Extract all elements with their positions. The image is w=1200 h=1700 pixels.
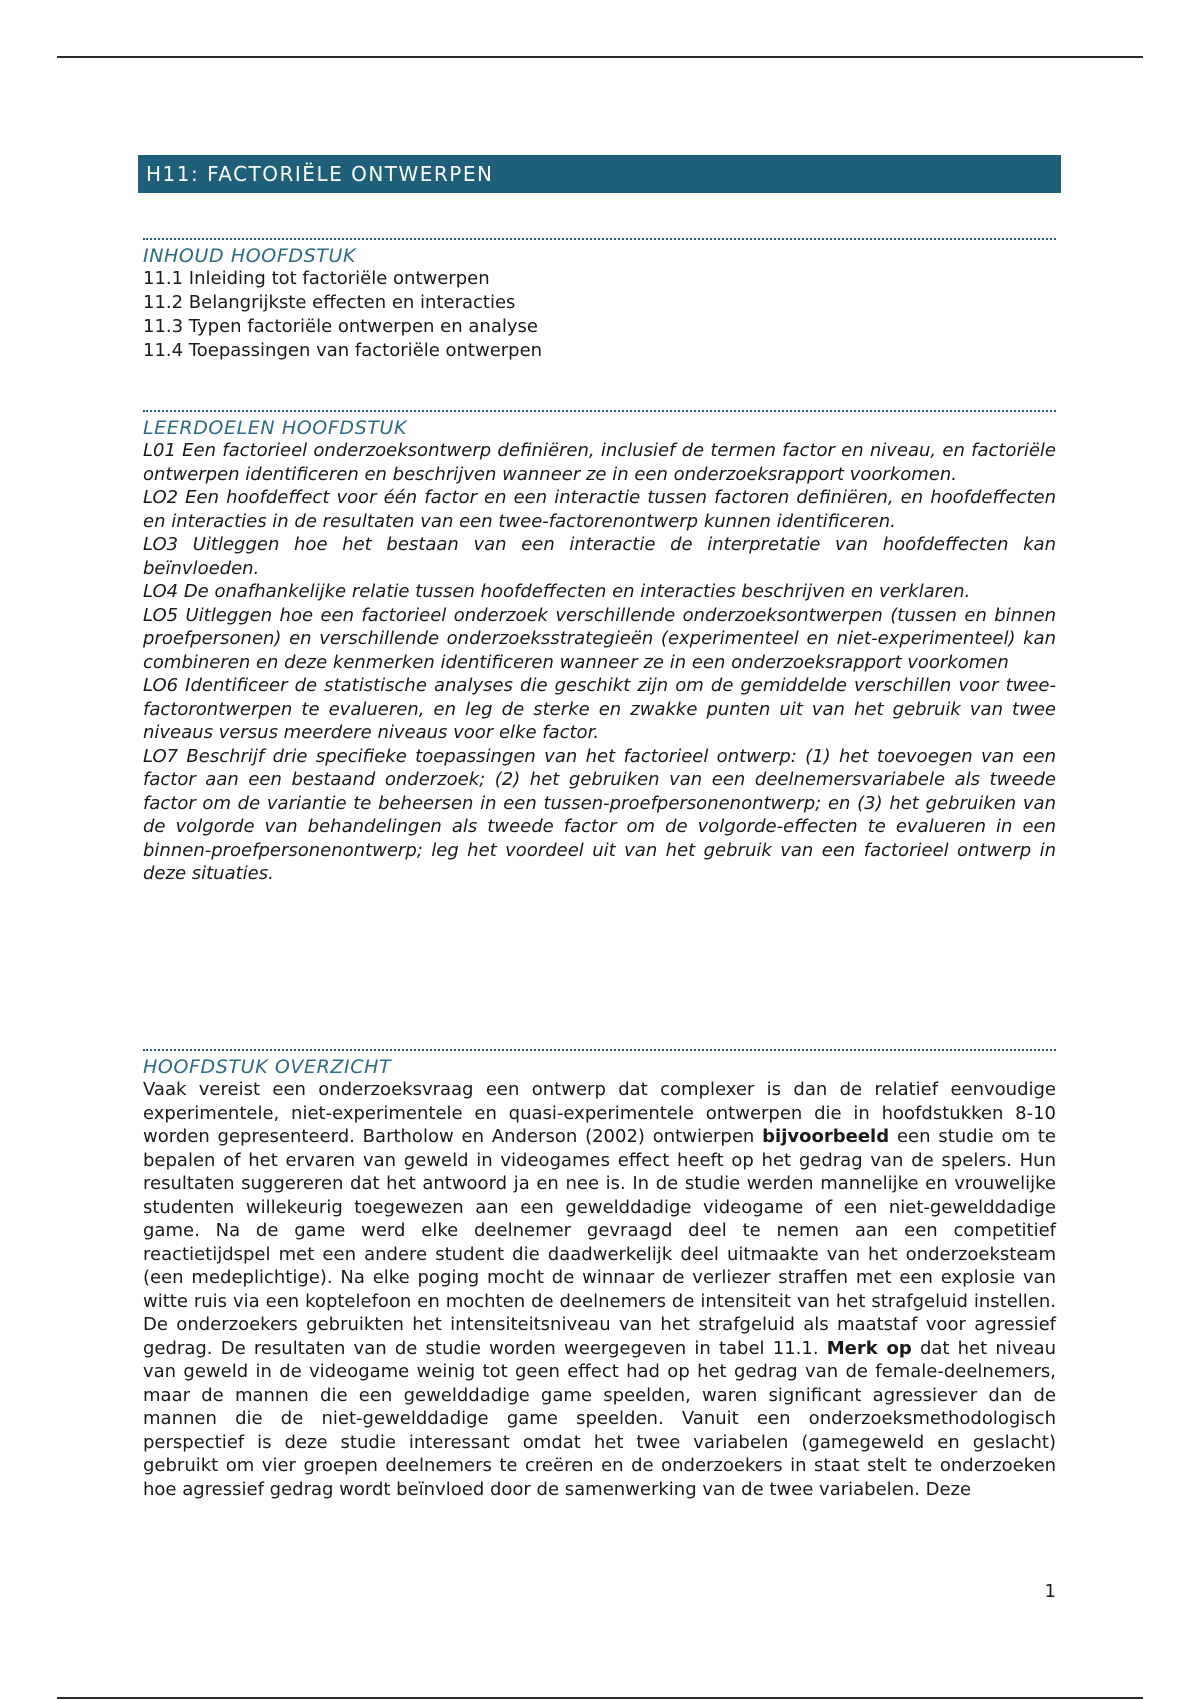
page-number: 1 [1044, 1581, 1056, 1602]
goals-list [143, 439, 1056, 886]
section-divider [143, 1049, 1056, 1051]
contents-item: 11.1 Inleiding tot factoriële ontwerpen [143, 268, 490, 289]
chapter-title: H11: FACTORIËLE ONTWERPEN [138, 155, 1061, 193]
overview-emphasis: bijvoorbeeld [762, 1126, 890, 1147]
contents-list [143, 267, 1056, 363]
overview-paragraph [143, 1078, 1056, 1501]
contents-heading: INHOUD HOOFDSTUK [143, 245, 357, 267]
section-divider [143, 238, 1056, 240]
goal-item: LO3 Uitleggen hoe het bestaan van een interactie de interpretatie van hoofdeffecten kan beïnvloeden. [143, 534, 1056, 579]
overview-text: Vaak vereist een onderzoeksvraag een ontwerp dat complexer is dan de relatief eenvoudige experimentele, niet-experimentele en quasi-experimentele ontwerpen die in hoofdstukken 8-10 worden gepresenteerd. Bartholow en Anderson (2002) ontwierpen [143, 1079, 1056, 1147]
overview-heading: HOOFDSTUK OVERZICHT [143, 1056, 392, 1078]
overview-section [143, 1049, 1056, 1501]
goal-item: L01 Een factorieel onderzoeksontwerp definiëren, inclusief de termen factor en niveau, en factoriële ontwerpen identificeren en beschrijven wanneer ze in een onderzoeksrapport voorkomen. [143, 440, 1056, 485]
section-divider [143, 410, 1056, 412]
overview-emphasis: Merk op [826, 1337, 912, 1359]
goals-heading: LEERDOELEN HOOFDSTUK [143, 417, 408, 439]
goals-section [143, 410, 1056, 886]
footer-rule [57, 1697, 1143, 1699]
overview-text: dat het niveau van geweld in de videogame weinig tot geen effect had op het gedrag van de female-deelnemers, maar de mannen die een gewelddadige game speelden, waren significant agressiever dan de mannen die de niet-gewelddadige game speelden. Vanuit een onderzoeksmethodologisch perspectief is deze studie interessant omdat het twee variabelen (gamegeweld en geslacht) gebruikt om vier groepen deelnemers te creëren en de onderzoekers in staat stelt te onderzoeken hoe agressief gedrag wordt beïnvloed door de samenwerking van de twee variabelen. Deze [143, 1337, 1056, 1500]
contents-section [143, 238, 1056, 363]
goal-item: LO5 Uitleggen hoe een factorieel onderzoek verschillende onderzoeksontwerpen (tussen en binnen proefpersonen) en verschillende onderzoeksstrategieën (experimenteel en niet-experimenteel) kan combineren en deze kenmerken identificeren wanneer ze in een onderzoeksrapport voorkomen [143, 604, 1056, 673]
contents-item: 11.2 Belangrijkste effecten en interacties [143, 292, 516, 313]
goal-item: LO7 Beschrijf drie specifieke toepassingen van het factorieel ontwerp: (1) het toevoegen van een factor aan een bestaand onderzoek; (2) het gebruiken van een deelnemersvariabele als tweede factor om de variantie te beheersen in een tussen-proefpersonenontwerp; en (3) het gebruiken van de volgorde van behandelingen als tweede factor om de volgorde-effecten te evalueren in een binnen-proefpersonenontwerp; leg het voordeel uit van het gebruik van een factorieel ontwerp in deze situaties. [143, 745, 1056, 884]
contents-item: 11.4 Toepassingen van factoriële ontwerpen [143, 340, 543, 361]
overview-text: een studie om te bepalen of het ervaren van geweld in videogames effect heeft op het gedrag van de spelers. Hun resultaten suggereren dat het antwoord ja en nee is. In de studie werden mannelijke en vrouwelijke studenten willekeurig toegewezen aan een gewelddadige videogame of een niet-gewelddadige game. Na de game werd elke deelnemer gevraagd deel te nemen aan een competitief reactietijdspel met een andere student die daadwerkelijk deel uitmaakte van het onderzoeksteam (een medeplichtige). Na elke poging mocht de winnaar de verliezer straffen met een explosie van witte ruis via een koptelefoon en mochten de deelnemers de intensiteit van het strafgeluid instellen. De onderzoekers gebruikten het intensiteitsniveau van het strafgeluid als maatstaf voor agressief gedrag. De resultaten van de studie worden weergegeven in tabel 11.1. [143, 1126, 1057, 1359]
goal-item: LO2 Een hoofdeffect voor één factor en een interactie tussen factoren definiëren, en hoofdeffecten en interacties in de resultaten van een twee-factorenontwerp kunnen identificeren. [143, 487, 1056, 532]
goal-item: LO4 De onafhankelijke relatie tussen hoofdeffecten en interacties beschrijven en verklaren. [143, 581, 971, 602]
goal-item: LO6 Identificeer de statistische analyses die geschikt zijn om de gemiddelde verschillen voor twee-factorontwerpen te evalueren, en leg de sterke en zwakke punten uit van het gebruik van twee niveaus versus meerdere niveaus voor elke factor. [143, 675, 1056, 743]
header-rule [57, 56, 1143, 58]
contents-item: 11.3 Typen factoriële ontwerpen en analyse [143, 316, 538, 337]
